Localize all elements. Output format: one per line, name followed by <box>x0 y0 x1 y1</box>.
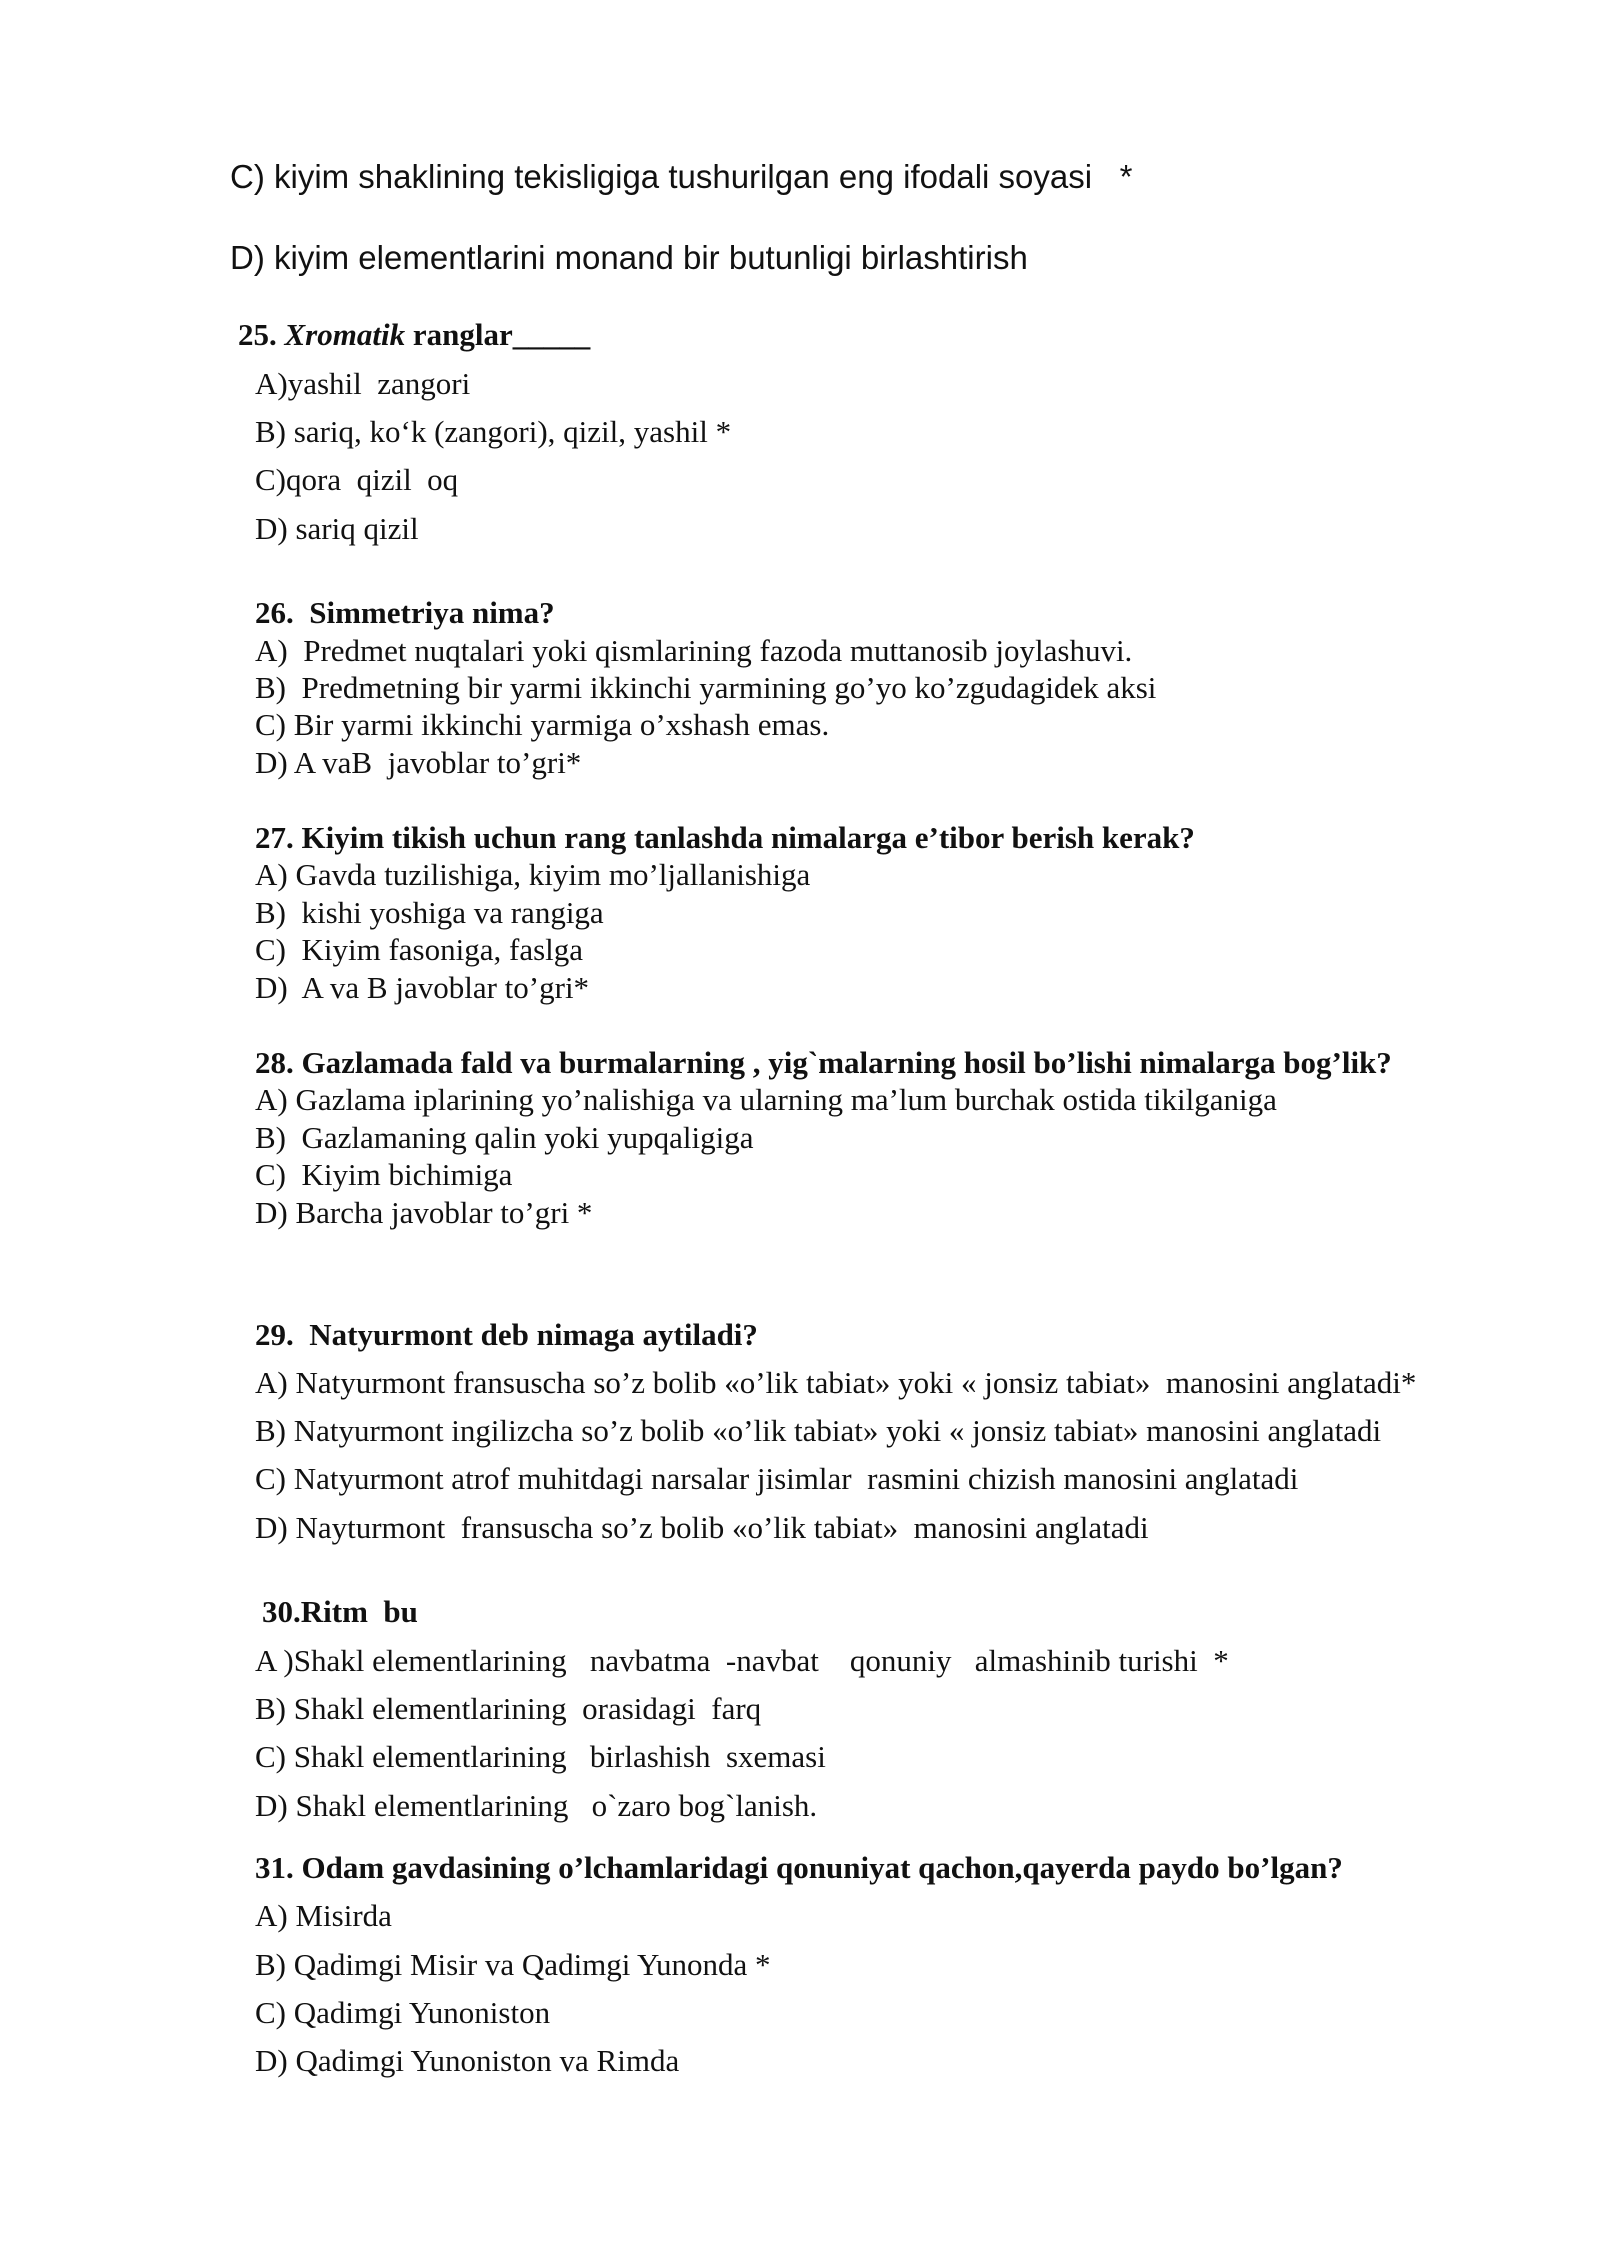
question-title-rest: ranglar_____ <box>405 317 591 352</box>
option-line: C) Kiyim fasoniga, faslga <box>255 932 584 967</box>
option-line: B) Natyurmont ingilizcha so’z bolib «o’lik tabiat» yoki « jonsiz tabiat» manosini anglatadi <box>255 1413 1382 1448</box>
option-line: A) Predmet nuqtalari yoki qismlarining fazoda muttanosib joylashuvi. <box>255 633 1133 668</box>
option-line: D) sariq qizil <box>255 511 419 546</box>
option-line: A)yashil zangori <box>255 366 471 401</box>
option-line: D) A va B javoblar to’gri* <box>255 970 590 1005</box>
option-line: C) kiyim shaklining tekisligiga tushurilgan eng ifodali soyasi * <box>230 158 1133 195</box>
question-26-title: 26. Simmetriya nima? <box>255 595 555 630</box>
option-line: A) Natyurmont fransuscha so’z bolib «o’lik tabiat» yoki « jonsiz tabiat» manosini anglatadi* <box>255 1365 1417 1400</box>
question-29-title: 29. Natyurmont deb nimaga aytiladi? <box>255 1317 758 1352</box>
option-line: C) Shakl elementlarining birlashish sxemasi <box>255 1739 826 1774</box>
option-line: B) kishi yoshiga va rangiga <box>255 895 604 930</box>
question-title-italic: Xromatik <box>284 317 406 352</box>
option-line: A )Shakl elementlarining navbatma -navbat qonuniy almashinib turishi * <box>255 1643 1229 1678</box>
option-line: B) Gazlamaning qalin yoki yupqaligiga <box>255 1120 754 1155</box>
option-line: B) Qadimgi Misir va Qadimgi Yunonda * <box>255 1947 771 1982</box>
question-31-title: 31. Odam gavdasining o’lchamlaridagi qonuniyat qachon,qayerda paydo bo’lgan? <box>255 1850 1343 1885</box>
option-line: B) Predmetning bir yarmi ikkinchi yarmining go’yo ko’zgudagidek aksi <box>255 670 1157 705</box>
option-line: C) Kiyim bichimiga <box>255 1157 513 1192</box>
option-line: D) Barcha javoblar to’gri * <box>255 1195 593 1230</box>
option-line: A) Misirda <box>255 1898 392 1933</box>
option-line: A) Gazlama iplarining yo’nalishiga va ularning ma’lum burchak ostida tikilganiga <box>255 1082 1277 1117</box>
option-line: C) Natyurmont atrof muhitdagi narsalar jisimlar rasmini chizish manosini anglatadi <box>255 1461 1299 1496</box>
option-line: C) Bir yarmi ikkinchi yarmiga o’xshash emas. <box>255 707 830 742</box>
option-line: D) Nayturmont fransuscha so’z bolib «o’lik tabiat» manosini anglatadi <box>255 1510 1149 1545</box>
option-line: D) A vaB javoblar to’gri* <box>255 745 582 780</box>
option-line: C) Qadimgi Yunoniston <box>255 1995 551 2030</box>
question-28-title: 28. Gazlamada fald va burmalarning , yig`malarning hosil bo’lishi nimalarga bog’lik? <box>255 1045 1392 1080</box>
option-line: B) sariq, ko‘k (zangori), qizil, yashil * <box>255 414 732 449</box>
option-line: D) Shakl elementlarining o`zaro bog`lanish. <box>255 1788 818 1823</box>
question-25-title <box>238 319 590 350</box>
option-line: A) Gavda tuzilishiga, kiyim mo’ljallanishiga <box>255 857 811 892</box>
question-27-title: 27. Kiyim tikish uchun rang tanlashda nimalarga e’tibor berish kerak? <box>255 820 1195 855</box>
option-line: D) Qadimgi Yunoniston va Rimda <box>255 2043 680 2078</box>
option-line: C)qora qizil oq <box>255 462 459 497</box>
option-line: D) kiyim elementlarini monand bir butunligi birlashtirish <box>230 239 1028 276</box>
option-line: B) Shakl elementlarining orasidagi farq <box>255 1691 762 1726</box>
question-number: 25. <box>238 317 285 352</box>
question-30-title: 30.Ritm bu <box>262 1594 418 1629</box>
